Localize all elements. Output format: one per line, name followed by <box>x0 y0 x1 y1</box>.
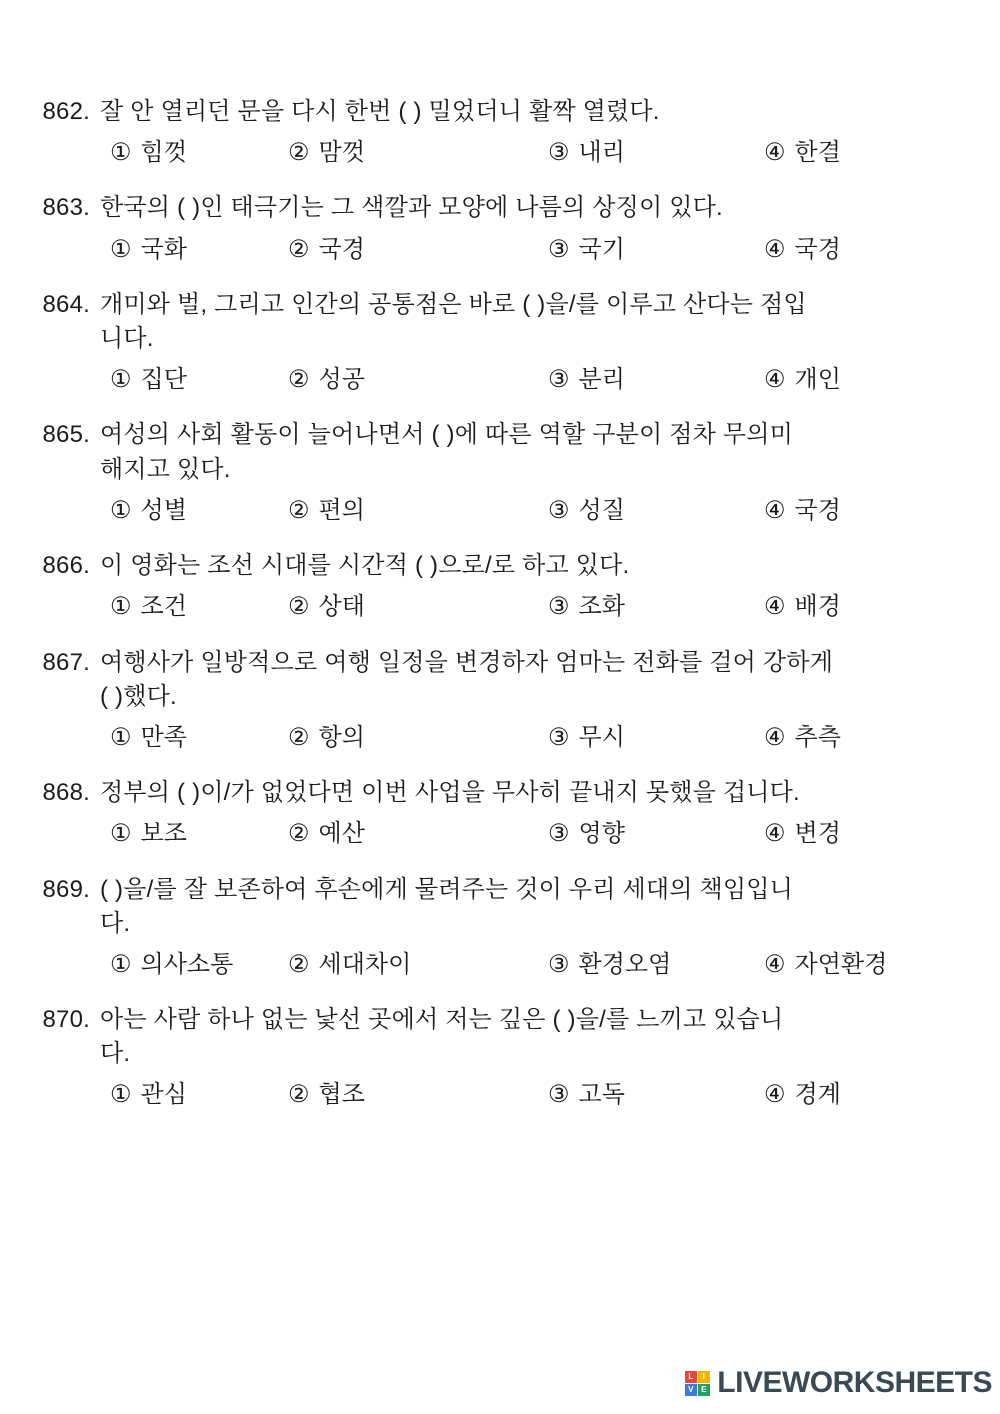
question-line <box>38 1003 955 1071</box>
option-2[interactable] <box>288 495 548 527</box>
answer-options <box>38 949 955 981</box>
option-4[interactable] <box>764 591 841 623</box>
option-label-4: 국경 <box>794 235 841 263</box>
option-marker-4: ④ <box>764 593 786 621</box>
question-862 <box>38 95 955 169</box>
option-1[interactable] <box>110 364 288 396</box>
option-label-1: 보조 <box>140 820 187 848</box>
option-marker-4: ④ <box>764 950 786 978</box>
option-1[interactable] <box>110 234 288 266</box>
question-866 <box>38 549 955 623</box>
option-label-1: 국화 <box>140 235 187 263</box>
option-4[interactable] <box>764 949 887 981</box>
option-marker-1: ① <box>110 593 132 621</box>
option-label-2: 상태 <box>318 593 365 621</box>
question-869 <box>38 873 955 982</box>
option-label-3: 영향 <box>578 820 625 848</box>
option-label-1: 관심 <box>140 1081 187 1109</box>
option-3[interactable] <box>548 722 764 754</box>
option-label-3: 국기 <box>578 235 625 263</box>
question-sentence: ( )을/를 잘 보존하여 후손에게 물려주는 것이 우리 세대의 책임입니 <box>100 875 794 903</box>
question-continuation: 다. <box>100 909 131 937</box>
question-line <box>38 95 955 129</box>
option-label-2: 항의 <box>318 723 365 751</box>
option-marker-3: ③ <box>548 496 570 524</box>
logo-row-bottom <box>684 1383 710 1396</box>
option-label-3: 내리 <box>578 139 625 167</box>
option-marker-4: ④ <box>764 139 786 167</box>
option-label-4: 배경 <box>794 593 841 621</box>
question-line <box>38 646 955 714</box>
logo-square-v: V <box>685 1384 697 1396</box>
logo-wordmark: LIVEWORKSHEETS <box>717 1366 992 1399</box>
option-1[interactable] <box>110 722 288 754</box>
question-870 <box>38 1003 955 1112</box>
option-marker-2: ② <box>288 366 310 394</box>
question-text <box>100 288 955 356</box>
option-3[interactable] <box>548 949 764 981</box>
option-2[interactable] <box>288 722 548 754</box>
option-1[interactable] <box>110 818 288 850</box>
option-3[interactable] <box>548 818 764 850</box>
logo-square-i: I <box>698 1371 710 1383</box>
option-marker-3: ③ <box>548 950 570 978</box>
option-label-1: 조건 <box>140 593 187 621</box>
option-3[interactable] <box>548 137 764 169</box>
question-text <box>100 776 955 810</box>
question-867 <box>38 646 955 755</box>
option-marker-2: ② <box>288 1081 310 1109</box>
option-4[interactable] <box>764 722 841 754</box>
question-line <box>38 191 955 225</box>
option-3[interactable] <box>548 495 764 527</box>
question-number: 870. <box>42 1006 90 1034</box>
option-marker-1: ① <box>110 235 132 263</box>
option-label-3: 고독 <box>578 1081 625 1109</box>
option-label-1: 성별 <box>140 496 187 524</box>
question-number: 865. <box>42 421 90 449</box>
question-sentence: 여성의 사회 활동이 늘어나면서 ( )에 따른 역할 구분이 점차 무의미 <box>100 421 794 449</box>
option-1[interactable] <box>110 137 288 169</box>
option-marker-2: ② <box>288 235 310 263</box>
option-marker-2: ② <box>288 950 310 978</box>
question-number: 869. <box>42 875 90 903</box>
option-marker-3: ③ <box>548 723 570 751</box>
question-line <box>38 873 955 941</box>
option-3[interactable] <box>548 234 764 266</box>
question-number: 862. <box>42 98 90 125</box>
option-label-4: 개인 <box>794 366 841 394</box>
option-marker-2: ② <box>288 820 310 848</box>
option-marker-2: ② <box>288 139 310 167</box>
option-3[interactable] <box>548 364 764 396</box>
option-2[interactable] <box>288 1079 548 1111</box>
question-text <box>100 191 955 225</box>
question-number: 866. <box>42 552 90 580</box>
question-sentence: 여행사가 일방적으로 여행 일정을 변경하자 엄마는 전화를 걸어 강하게 <box>100 648 834 676</box>
option-label-3: 성질 <box>578 496 625 524</box>
option-marker-3: ③ <box>548 366 570 394</box>
question-number: 867. <box>42 648 90 676</box>
option-label-1: 만족 <box>140 723 187 751</box>
option-marker-2: ② <box>288 723 310 751</box>
question-line <box>38 549 955 583</box>
option-label-3: 무시 <box>578 723 625 751</box>
option-marker-3: ③ <box>548 235 570 263</box>
question-line <box>38 288 955 356</box>
logo-squares-icon <box>684 1370 710 1396</box>
answer-options <box>38 364 955 396</box>
question-sentence: 개미와 벌, 그리고 인간의 공통점은 바로 ( )을/를 이루고 산다는 점입 <box>100 290 807 318</box>
option-marker-2: ② <box>288 496 310 524</box>
option-2[interactable] <box>288 137 548 169</box>
option-marker-1: ① <box>110 496 132 524</box>
logo-square-l: L <box>685 1371 697 1383</box>
option-label-4: 국경 <box>794 496 841 524</box>
option-1[interactable] <box>110 949 288 981</box>
liveworksheets-logo[interactable] <box>684 1366 992 1400</box>
answer-options <box>38 137 955 169</box>
question-continuation: 해지고 있다. <box>100 455 231 483</box>
option-2[interactable] <box>288 234 548 266</box>
option-label-2: 세대차이 <box>318 950 412 978</box>
option-marker-1: ① <box>110 1081 132 1109</box>
option-label-1: 의사소통 <box>140 950 234 978</box>
question-text <box>100 873 955 941</box>
question-text <box>100 95 955 129</box>
question-sentence: 잘 안 열리던 문을 다시 한번 ( ) 밀었더니 활짝 열렸다. <box>100 98 660 125</box>
answer-options <box>38 591 955 623</box>
question-number: 864. <box>42 290 90 318</box>
question-continuation: 다. <box>100 1040 131 1068</box>
option-marker-4: ④ <box>764 235 786 263</box>
option-label-2: 협조 <box>318 1081 365 1109</box>
option-2[interactable] <box>288 949 548 981</box>
option-marker-3: ③ <box>548 820 570 848</box>
option-label-2: 성공 <box>318 366 365 394</box>
question-text <box>100 418 955 486</box>
option-marker-4: ④ <box>764 496 786 524</box>
question-line <box>38 418 955 486</box>
option-marker-4: ④ <box>764 366 786 394</box>
question-sentence: 아는 사람 하나 없는 낯선 곳에서 저는 깊은 ( )을/를 느끼고 있습니 <box>100 1006 784 1034</box>
answer-options <box>38 722 955 754</box>
option-label-4: 변경 <box>794 820 841 848</box>
option-4[interactable] <box>764 137 841 169</box>
question-868 <box>38 776 955 850</box>
option-marker-1: ① <box>110 366 132 394</box>
option-label-1: 집단 <box>140 366 187 394</box>
logo-row-top <box>684 1370 710 1383</box>
question-sentence: 한국의 ( )인 태극기는 그 색깔과 모양에 나름의 상징이 있다. <box>100 194 723 222</box>
question-865 <box>38 418 955 527</box>
option-2[interactable] <box>288 591 548 623</box>
question-863 <box>38 191 955 265</box>
question-sentence: 이 영화는 조선 시대를 시간적 ( )으로/로 하고 있다. <box>100 552 630 580</box>
option-marker-1: ① <box>110 950 132 978</box>
option-1[interactable] <box>110 591 288 623</box>
option-label-2: 국경 <box>318 235 365 263</box>
option-label-4: 경계 <box>794 1081 841 1109</box>
option-label-4: 자연환경 <box>794 950 888 978</box>
logo-square-e: E <box>698 1384 710 1396</box>
option-marker-4: ④ <box>764 1081 786 1109</box>
option-marker-3: ③ <box>548 593 570 621</box>
option-label-3: 조화 <box>578 593 625 621</box>
answer-options <box>38 1079 955 1111</box>
option-label-4: 한결 <box>794 139 841 167</box>
option-label-3: 분리 <box>578 366 625 394</box>
question-continuation: ( )했다. <box>100 682 177 710</box>
question-continuation: 니다. <box>100 325 154 353</box>
option-4[interactable] <box>764 818 841 850</box>
option-2[interactable] <box>288 818 548 850</box>
option-label-2: 맘껏 <box>318 139 365 167</box>
option-marker-4: ④ <box>764 723 786 751</box>
option-marker-1: ① <box>110 820 132 848</box>
question-text <box>100 1003 955 1071</box>
question-text <box>100 646 955 714</box>
option-marker-3: ③ <box>548 1081 570 1109</box>
option-4[interactable] <box>764 495 841 527</box>
option-marker-1: ① <box>110 139 132 167</box>
question-line <box>38 776 955 810</box>
option-marker-3: ③ <box>548 139 570 167</box>
question-number: 863. <box>42 194 90 222</box>
answer-options <box>38 495 955 527</box>
question-text <box>100 549 955 583</box>
option-label-2: 편의 <box>318 496 365 524</box>
option-label-3: 환경오염 <box>578 950 672 978</box>
option-3[interactable] <box>548 591 764 623</box>
question-864 <box>38 288 955 397</box>
option-label-2: 예산 <box>318 820 365 848</box>
option-1[interactable] <box>110 495 288 527</box>
option-marker-4: ④ <box>764 820 786 848</box>
option-4[interactable] <box>764 364 841 396</box>
option-3[interactable] <box>548 1079 764 1111</box>
option-4[interactable] <box>764 234 841 266</box>
option-2[interactable] <box>288 364 548 396</box>
option-label-1: 힘껏 <box>140 139 187 167</box>
option-1[interactable] <box>110 1079 288 1111</box>
option-marker-2: ② <box>288 593 310 621</box>
answer-options <box>38 234 955 266</box>
option-label-4: 추측 <box>794 723 841 751</box>
option-4[interactable] <box>764 1079 841 1111</box>
answer-options <box>38 818 955 850</box>
question-sentence: 정부의 ( )이/가 없었다면 이번 사업을 무사히 끝내지 못했을 겁니다. <box>100 779 800 807</box>
question-number: 868. <box>42 779 90 807</box>
option-marker-1: ① <box>110 723 132 751</box>
